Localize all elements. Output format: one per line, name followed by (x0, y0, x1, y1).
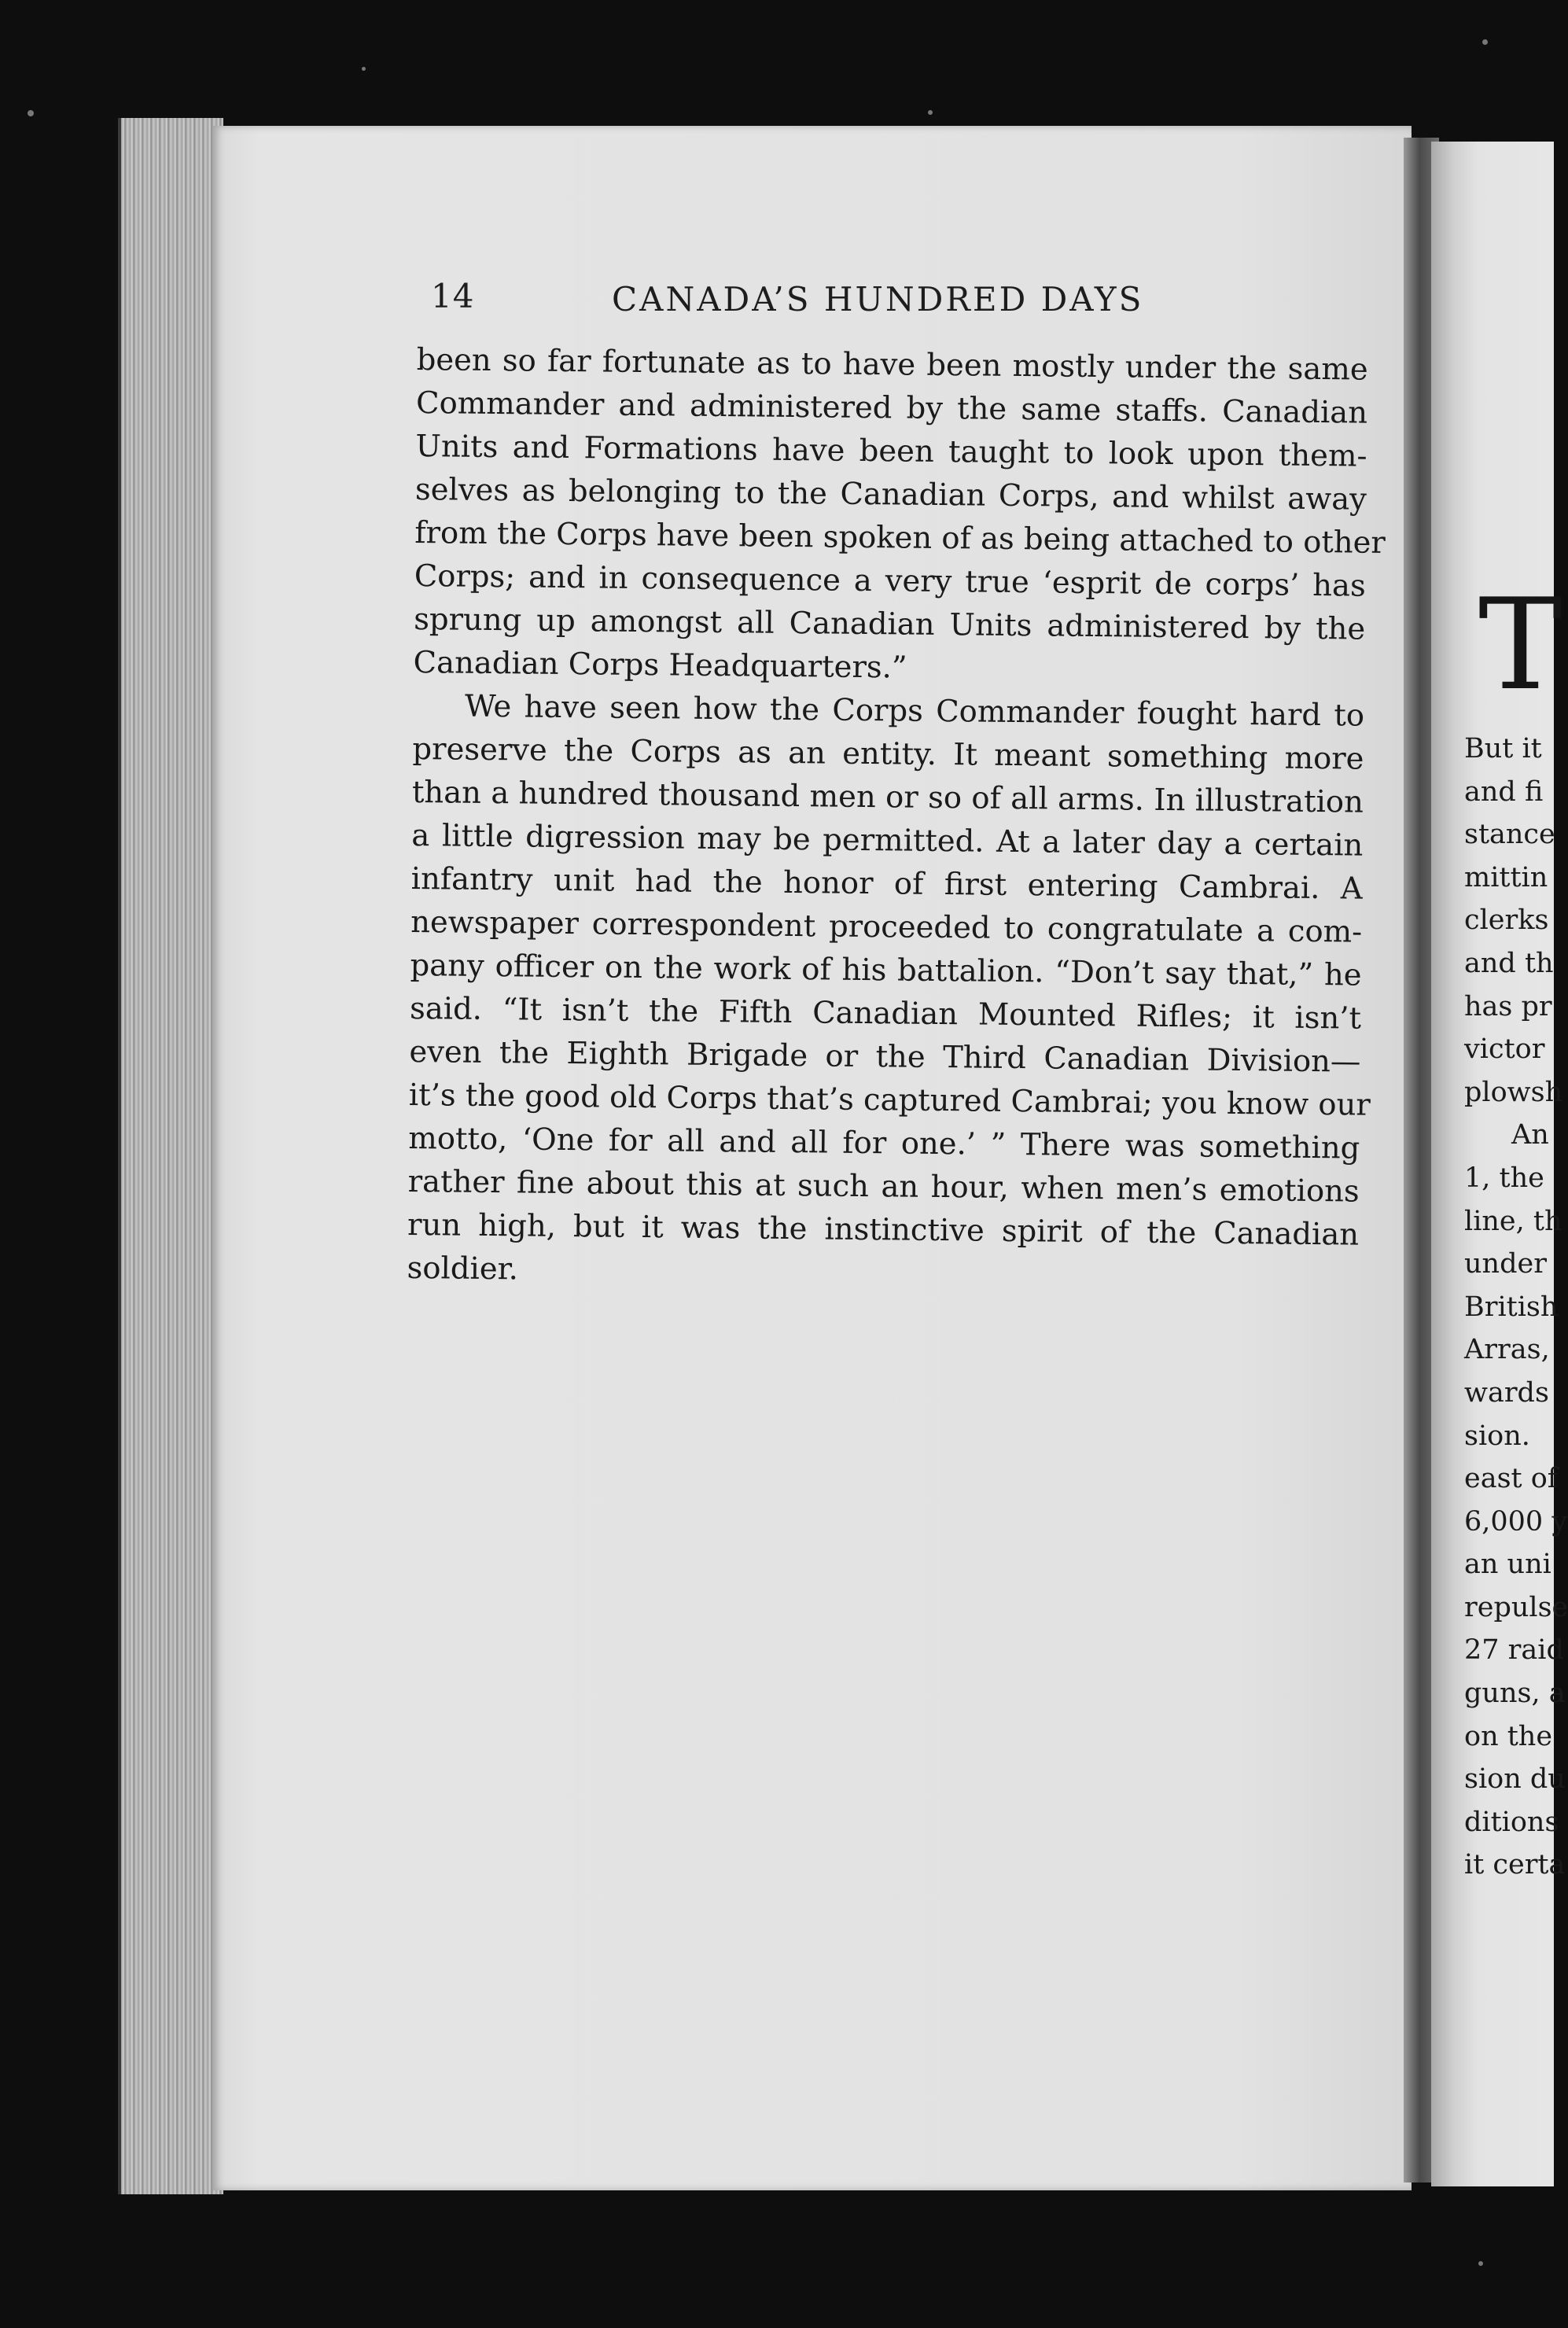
film-speck (928, 110, 933, 115)
text-fragment: plowsh (1464, 1076, 1563, 1108)
page-edge-stack (118, 118, 223, 2194)
film-speck (1482, 39, 1488, 45)
text-fragment: and th (1464, 947, 1554, 979)
text-fragment: guns, a (1464, 1678, 1566, 1710)
text-fragment: clerks (1464, 904, 1549, 937)
text-fragment: east of (1464, 1463, 1558, 1495)
text-line: We have seen how the Corps Commander fought hard to (464, 688, 1365, 734)
text-line: said. “It isn’t the Fifth Canadian Mounted Rifles; it isn’t (409, 990, 1362, 1037)
text-line: Canadian Corps Headquarters.” (413, 644, 907, 686)
text-fragment: an uni (1464, 1549, 1551, 1581)
text-fragment: sion. (1464, 1420, 1530, 1452)
text-fragment: and fi (1464, 775, 1544, 808)
right-page-text (1464, 728, 1568, 1887)
text-fragment: An (1511, 1119, 1549, 1151)
text-fragment: wards (1464, 1376, 1549, 1409)
text-line: soldier. (407, 1250, 519, 1287)
body-text (407, 338, 1386, 1300)
text-fragment: 6,000 y (1464, 1505, 1568, 1538)
text-line: newspaper correspondent proceeded to congratulate a com- (410, 904, 1363, 950)
film-speck (1478, 2261, 1483, 2266)
text-line: infantry unit had the honor of first entering Cambrai. A (410, 860, 1363, 907)
text-line: from the Corps have been spoken of as being attached to other (414, 514, 1386, 561)
text-line: motto, ‘One for all and all for one.’ ” There was something (408, 1120, 1360, 1166)
text-line: Commander and administered by the same staffs. Canadian (415, 385, 1368, 431)
text-fragment: repulse (1464, 1591, 1568, 1623)
text-fragment: But it (1464, 733, 1542, 764)
film-speck (28, 110, 34, 116)
running-title: CANADA’S HUNDRED DAYS (612, 280, 1144, 319)
text-fragment: 27 raid (1464, 1634, 1564, 1667)
text-fragment: has pr (1464, 990, 1552, 1022)
text-line: it’s the good old Corps that’s captured Cambrai; you know our (408, 1077, 1371, 1123)
drop-cap: T (1478, 571, 1562, 718)
text-fragment: mittin (1464, 861, 1548, 893)
text-fragment: 1, the (1464, 1162, 1544, 1194)
text-line: preserve the Corps as an entity. It meant something more (412, 731, 1364, 777)
text-fragment: under (1464, 1248, 1547, 1280)
text-line: pany officer on the work of his battalion. “Don’t say that,” he (410, 947, 1362, 993)
text-line: than a hundred thousand men or so of all arms. In illustration (411, 774, 1364, 820)
text-fragment: ditions (1464, 1806, 1559, 1838)
text-fragment: stance (1464, 819, 1555, 851)
text-fragment: British (1464, 1291, 1559, 1323)
text-line: been so far fortunate as to have been mostly under the same (416, 341, 1368, 388)
text-line: even the Eighth Brigade or the Third Canadian Division— (409, 1033, 1361, 1080)
page-number: 14 (431, 277, 475, 315)
text-fragment: Arras, (1464, 1334, 1550, 1366)
text-line: sprung up amongst all Canadian Units administered by the (414, 601, 1366, 647)
text-fragment: victor (1464, 1033, 1545, 1066)
text-line: a little digression may be permitted. At a later day a certain (411, 817, 1364, 864)
text-fragment: line, th (1464, 1205, 1562, 1237)
text-line: run high, but it was the instinctive spirit of the Canadian (407, 1206, 1360, 1253)
text-line: rather fine about this at such an hour, when men’s emotions (407, 1163, 1360, 1210)
text-line: Units and Formations have been taught to look upon them- (415, 428, 1367, 474)
text-line: selves as belonging to the Canadian Corps, and whilst away (414, 471, 1367, 518)
text-line: Corps; and in consequence a very true ‘esprit de corps’ has (414, 558, 1367, 604)
text-fragment: it certa (1464, 1849, 1566, 1881)
film-speck (362, 67, 366, 71)
text-fragment: on the (1464, 1720, 1553, 1752)
text-fragment: sion du (1464, 1763, 1566, 1796)
